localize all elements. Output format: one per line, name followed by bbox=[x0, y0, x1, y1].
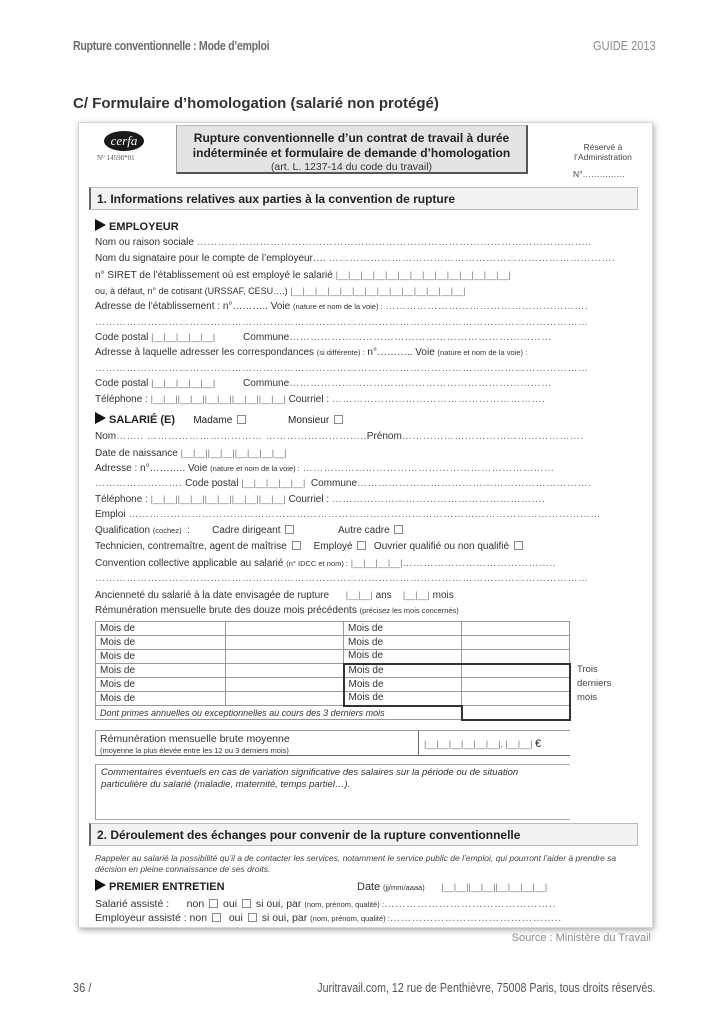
table-row: Mois de Mois de bbox=[96, 678, 570, 692]
job-line: Emploi ……………………………………………………………………………………………………………………… bbox=[95, 509, 601, 520]
convention-continuation-line: …………………………………………………………………………………………………………………………… bbox=[95, 573, 589, 584]
monsieur-checkbox[interactable] bbox=[334, 415, 343, 424]
employer-heading: EMPLOYEUR bbox=[95, 219, 179, 233]
cerfa-logo: cerfa bbox=[104, 131, 144, 151]
salary-cell[interactable] bbox=[226, 678, 344, 692]
form-title-line3: (art. L. 1237-14 du code du travail) bbox=[270, 161, 433, 173]
cerfa-number: N° 14598*01 bbox=[97, 154, 135, 162]
employer-phone-line: Téléphone : |__|__||__|__||__|__||__|__||__|__| Courriel : ……………………………………………………. bbox=[95, 394, 546, 405]
cadre-dirigeant-checkbox[interactable] bbox=[285, 525, 294, 534]
technicien-checkbox[interactable] bbox=[292, 541, 301, 550]
triangle-icon bbox=[95, 412, 106, 424]
page-number: 36 / bbox=[73, 980, 92, 995]
siret-line: n° SIRET de l’établissement où est employé le salarié |__|__|__|__|__|__|__|__|__|__|__|__|__|__| bbox=[95, 270, 511, 281]
qualification-line: Qualification (cochez) : Cadre dirigeant Autre cadre bbox=[95, 525, 405, 537]
employee-phone-line: Téléphone : |__|__||__|__||__|__||__|__||__|__| Courriel : ……………………………………………………. bbox=[95, 494, 546, 505]
salary-cell[interactable] bbox=[462, 692, 570, 706]
salary-cell[interactable] bbox=[462, 650, 570, 664]
autre-cadre-checkbox[interactable] bbox=[394, 525, 403, 534]
average-salary-box: Rémunération mensuelle brute moyenne (moyenne la plus élevée entre les 12 ou 3 derniers mois) |__|__|__|__|__|__|, |__|__| € bbox=[95, 730, 570, 756]
triangle-icon bbox=[95, 219, 106, 231]
employee-address-line: Adresse : n°……….. Voie (nature et nom de la voie) : ……………………………………………………………… bbox=[95, 463, 555, 474]
salary-table bbox=[95, 621, 571, 721]
guide-label: GUIDE 2013 bbox=[593, 38, 656, 53]
section-heading: C/ Formulaire d’homologation (salarié non protégé) bbox=[73, 95, 439, 112]
signatory-line: Nom du signataire pour le compte de l’employeur…. ………………………………………………………………………. bbox=[95, 253, 616, 264]
table-row: Mois de Mois de bbox=[96, 622, 570, 636]
average-salary-field[interactable]: |__|__|__|__|__|__|, |__|__| € bbox=[424, 738, 542, 750]
primes-cell[interactable] bbox=[462, 706, 570, 720]
section1-title: 1. Informations relatives aux parties à la convention de rupture bbox=[89, 187, 638, 210]
triangle-icon bbox=[95, 879, 106, 891]
seniority-line: Ancienneté du salarié à la date envisagée de rupture |__|__| ans |__|__| mois bbox=[95, 590, 454, 601]
premier-entretien-heading: PREMIER ENTRETIEN bbox=[95, 879, 225, 893]
employeur-non-checkbox[interactable] bbox=[212, 913, 221, 922]
table-row: Mois de Mois de bbox=[96, 650, 570, 664]
form-title-box bbox=[176, 125, 528, 174]
salary-cell[interactable] bbox=[226, 622, 344, 636]
qualification-line-2: Technicien, contremaître, agent de maîtrise Employé Ouvrier qualifié ou non qualifié bbox=[95, 541, 525, 553]
table-row: Mois de Mois de bbox=[96, 636, 570, 650]
correspondence-postal-line: Code postal |__|__|__|__|__| Commune………………………………………………………………… bbox=[95, 378, 552, 389]
convention-line: Convention collective applicable au salarié (n° IDCC et nom) : |__|__|__|__|…………………………………….. bbox=[95, 558, 557, 569]
correspondence-continuation-line: …………………………………………………………………………………………………………………………… bbox=[95, 363, 589, 374]
employee-name-line: Nom…….. …………………………… ………………………..Prénom……………………………………………. bbox=[95, 431, 584, 442]
birth-date-line: Date de naissance |__|__||__|__||__|__|__|__| bbox=[95, 448, 287, 459]
reserved-number: N°…………… bbox=[573, 169, 626, 179]
form-image bbox=[78, 122, 653, 928]
salary-cell[interactable] bbox=[226, 692, 344, 706]
salary-cell[interactable] bbox=[462, 678, 570, 692]
salary-cell[interactable] bbox=[226, 664, 344, 678]
cotisant-line: ou, à défaut, n° de cotisant (URSSAF, CESU….) |__|__|__|__|__|__|__|__|__|__|__|__|__|__| bbox=[95, 286, 466, 296]
employer-postal-line: Code postal |__|__|__|__|__| Commune………………………………………………………………… bbox=[95, 332, 552, 343]
salarie-non-checkbox[interactable] bbox=[209, 899, 218, 908]
trois-derniers-mois-label: Trois derniers mois bbox=[577, 664, 612, 703]
employee-postal-line: ……………………. Code postal |__|__|__|__|__| Commune…………………………………………………………. bbox=[95, 478, 592, 489]
employer-name-line: Nom ou raison sociale ………………………………………………………………………………………………….. bbox=[95, 237, 592, 248]
reserved-label: Réservé à l’Administration bbox=[574, 142, 632, 162]
employe-checkbox[interactable] bbox=[357, 541, 366, 550]
ouvrier-checkbox[interactable] bbox=[514, 541, 523, 550]
running-title: Rupture conventionnelle : Mode d’emploi bbox=[73, 38, 270, 53]
entretien-date-line: Date (jj/mm/aaaa) |__|__||__|__||__|__|__|__| bbox=[357, 881, 548, 893]
page-header bbox=[73, 38, 656, 58]
address-continuation-line: …………………………………………………………………………………………………………………………… bbox=[95, 317, 589, 328]
form-title-line1: Rupture conventionnelle d’un contrat de travail à durée bbox=[193, 131, 510, 145]
correspondence-address-line: Adresse à laquelle adresser les correspondances (si différente) : n°……….. Voie (nature et nom de la voie) : bbox=[95, 347, 528, 358]
establishment-address-line: Adresse de l’établissement : n°……….. Voie (nature et nom de la voie) : …………………………………………………. bbox=[95, 301, 589, 312]
salary-cell[interactable] bbox=[462, 664, 570, 678]
employee-heading: SALARIÉ (E) Madame Monsieur bbox=[95, 412, 345, 426]
table-row: Dont primes annuelles ou exceptionnelles au cours des 3 derniers mois bbox=[96, 706, 570, 720]
comments-box[interactable]: Commentaires éventuels en cas de variation significative des salaires sur la période ou de situation particulière du salarié (maladie, maternité, temps partiel…). bbox=[95, 764, 570, 820]
table-row: Mois de Mois de bbox=[96, 664, 570, 678]
salary-cell[interactable] bbox=[226, 636, 344, 650]
madame-checkbox[interactable] bbox=[237, 415, 246, 424]
table-row: Mois de Mois de bbox=[96, 692, 570, 706]
form-title-line2: indéterminée et formulaire de demande d’homologation bbox=[192, 146, 511, 160]
employeur-oui-checkbox[interactable] bbox=[248, 913, 257, 922]
salary-cell[interactable] bbox=[462, 636, 570, 650]
remuneration-line: Rémunération mensuelle brute des douze mois précédents (précisez les mois concernés) bbox=[95, 605, 459, 616]
employeur-assiste-line: Employeur assisté : non oui si oui, par (nom, prénom, qualité) :……………………………………….. bbox=[95, 912, 562, 924]
salary-cell[interactable] bbox=[226, 650, 344, 664]
source-credit: Source : Ministère du Travail bbox=[511, 932, 651, 944]
salarie-assiste-line: Salarié assisté : non oui si oui, par (nom, prénom, qualité) :……………………………………….. bbox=[95, 898, 556, 910]
salary-cell[interactable] bbox=[462, 622, 570, 636]
salarie-oui-checkbox[interactable] bbox=[242, 899, 251, 908]
section2-note: Rappeler au salarié la possibilité qu’il a de contacter les services, notamment le service public de l’emploi, qui pourront l’aider à prendre sa décision en pleine connaissance de ses droits. bbox=[95, 853, 617, 874]
section2-title: 2. Déroulement des échanges pour convenir de la rupture conventionnelle bbox=[89, 823, 638, 846]
footer-copyright: Juritravail.com, 12 rue de Penthièvre, 75008 Paris, tous droits réservés. bbox=[317, 980, 656, 995]
